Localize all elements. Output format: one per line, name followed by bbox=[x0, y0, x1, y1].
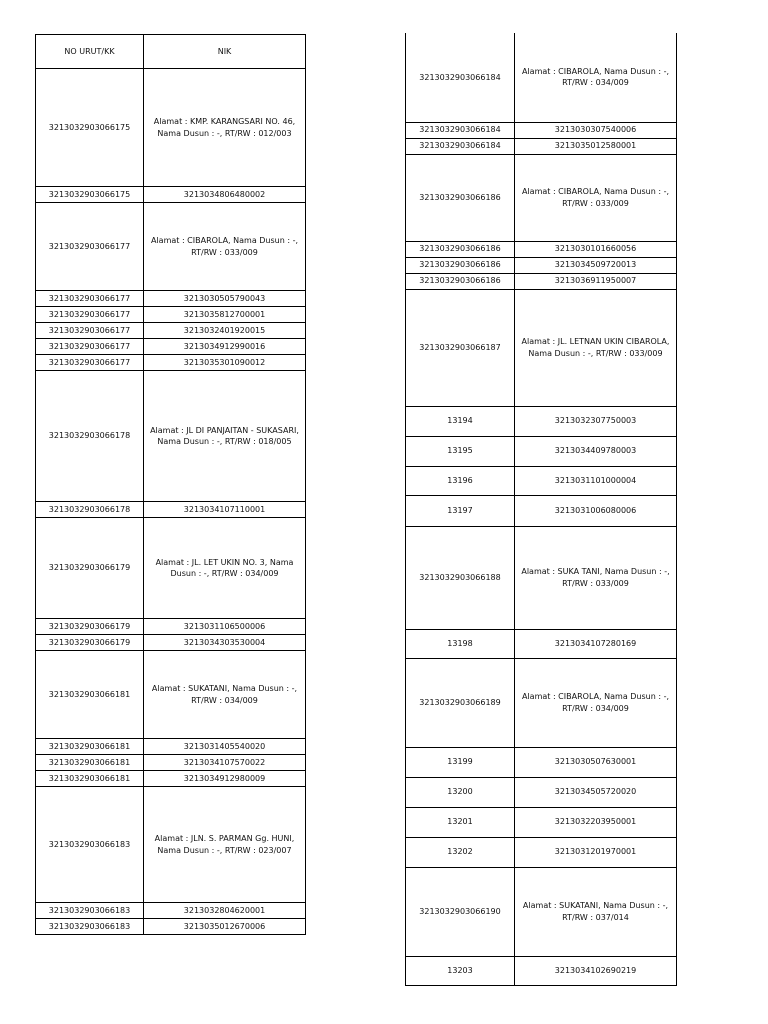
nik-cell: 3213034303530004 bbox=[144, 635, 306, 651]
kk-cell: 13196 bbox=[406, 466, 515, 495]
address-cell: Alamat : CIBAROLA, Nama Dusun : -, RT/RW : 033/009 bbox=[515, 154, 677, 241]
kk-cell: 3213032903066179 bbox=[36, 518, 144, 619]
nik-cell: 3213035812700001 bbox=[144, 307, 306, 323]
kk-cell: 13198 bbox=[406, 629, 515, 658]
nik-cell: 3213036911950007 bbox=[515, 273, 677, 289]
nik-cell: 3213031006080006 bbox=[515, 495, 677, 526]
table-row bbox=[406, 956, 677, 985]
kk-cell: 3213032903066177 bbox=[36, 307, 144, 323]
table-row bbox=[406, 154, 677, 241]
kk-cell: 3213032903066190 bbox=[406, 867, 515, 956]
kk-cell: 3213032903066178 bbox=[36, 371, 144, 502]
kk-cell: 3213032903066187 bbox=[406, 289, 515, 406]
kk-cell: 3213032903066181 bbox=[36, 651, 144, 739]
address-cell: Alamat : CIBAROLA, Nama Dusun : -, RT/RW : 034/009 bbox=[515, 658, 677, 747]
table-row bbox=[406, 289, 677, 406]
table-row bbox=[36, 619, 306, 635]
nik-cell: 3213031106500006 bbox=[144, 619, 306, 635]
kk-cell: 3213032903066181 bbox=[36, 755, 144, 771]
nik-cell: 3213034107570022 bbox=[144, 755, 306, 771]
nik-cell: 3213030307540006 bbox=[515, 122, 677, 138]
table-row bbox=[36, 919, 306, 935]
kk-cell: 13200 bbox=[406, 777, 515, 807]
address-cell: Alamat : JLN. S. PARMAN Gg. HUNI, Nama Dusun : -, RT/RW : 023/007 bbox=[144, 787, 306, 903]
table-row bbox=[36, 291, 306, 307]
kk-cell: 3213032903066179 bbox=[36, 635, 144, 651]
nik-cell: 3213031101000004 bbox=[515, 466, 677, 495]
nik-cell: 3213034912990016 bbox=[144, 339, 306, 355]
nik-cell: 3213032203950001 bbox=[515, 807, 677, 837]
table-row bbox=[406, 837, 677, 867]
table-row bbox=[36, 651, 306, 739]
table-row bbox=[36, 355, 306, 371]
nik-cell: 3213030507630001 bbox=[515, 747, 677, 777]
nik-cell: 3213034505720020 bbox=[515, 777, 677, 807]
table-row bbox=[36, 339, 306, 355]
kk-cell: 3213032903066186 bbox=[406, 257, 515, 273]
table-row bbox=[406, 495, 677, 526]
kk-cell: 3213032903066186 bbox=[406, 154, 515, 241]
kk-cell: 3213032903066177 bbox=[36, 339, 144, 355]
address-cell: Alamat : CIBAROLA, Nama Dusun : -, RT/RW : 033/009 bbox=[144, 203, 306, 291]
table-row bbox=[36, 771, 306, 787]
table-row bbox=[406, 807, 677, 837]
table-row bbox=[406, 526, 677, 629]
header-nik: NIK bbox=[144, 35, 306, 69]
table-row bbox=[36, 203, 306, 291]
table-row bbox=[36, 187, 306, 203]
kk-cell: 3213032903066183 bbox=[36, 903, 144, 919]
kk-cell: 3213032903066188 bbox=[406, 526, 515, 629]
address-cell: Alamat : KMP. KARANGSARI NO. 46, Nama Dusun : -, RT/RW : 012/003 bbox=[144, 69, 306, 187]
kk-cell: 13202 bbox=[406, 837, 515, 867]
kk-cell: 3213032903066189 bbox=[406, 658, 515, 747]
table-row bbox=[406, 629, 677, 658]
kk-cell: 3213032903066184 bbox=[406, 33, 515, 122]
address-cell: Alamat : SUKATANI, Nama Dusun : -, RT/RW : 034/009 bbox=[144, 651, 306, 739]
left-table bbox=[35, 34, 306, 935]
address-cell: Alamat : SUKA TANI, Nama Dusun : -, RT/RW : 033/009 bbox=[515, 526, 677, 629]
nik-cell: 3213032401920015 bbox=[144, 323, 306, 339]
nik-cell: 3213035301090012 bbox=[144, 355, 306, 371]
kk-cell: 13194 bbox=[406, 406, 515, 436]
address-cell: Alamat : JL DI PANJAITAN - SUKASARI, Nama Dusun : -, RT/RW : 018/005 bbox=[144, 371, 306, 502]
nik-cell: 3213034107110001 bbox=[144, 502, 306, 518]
kk-cell: 13203 bbox=[406, 956, 515, 985]
kk-cell: 13195 bbox=[406, 436, 515, 466]
table-row bbox=[406, 138, 677, 154]
nik-cell: 3213034102690219 bbox=[515, 956, 677, 985]
table-row bbox=[36, 371, 306, 502]
address-cell: Alamat : SUKATANI, Nama Dusun : -, RT/RW : 037/014 bbox=[515, 867, 677, 956]
table-row bbox=[406, 747, 677, 777]
address-cell: Alamat : CIBAROLA, Nama Dusun : -, RT/RW : 034/009 bbox=[515, 33, 677, 122]
nik-cell: 3213034107280169 bbox=[515, 629, 677, 658]
kk-cell: 3213032903066184 bbox=[406, 122, 515, 138]
kk-cell: 3213032903066183 bbox=[36, 919, 144, 935]
nik-cell: 3213031405540020 bbox=[144, 739, 306, 755]
nik-cell: 3213030101660056 bbox=[515, 241, 677, 257]
header-row bbox=[36, 35, 306, 69]
kk-cell: 3213032903066177 bbox=[36, 323, 144, 339]
kk-cell: 3213032903066186 bbox=[406, 273, 515, 289]
table-row bbox=[36, 323, 306, 339]
table-row bbox=[36, 502, 306, 518]
table-row bbox=[36, 69, 306, 187]
table-row bbox=[36, 787, 306, 903]
kk-cell: 13197 bbox=[406, 495, 515, 526]
table-row bbox=[406, 257, 677, 273]
kk-cell: 3213032903066177 bbox=[36, 291, 144, 307]
nik-cell: 3213035012670006 bbox=[144, 919, 306, 935]
table-row bbox=[36, 635, 306, 651]
table-row bbox=[406, 777, 677, 807]
nik-cell: 3213034806480002 bbox=[144, 187, 306, 203]
kk-cell: 3213032903066181 bbox=[36, 739, 144, 755]
address-cell: Alamat : JL. LET UKIN NO. 3, Nama Dusun : -, RT/RW : 034/009 bbox=[144, 518, 306, 619]
header-no-urut-kk: NO URUT/KK bbox=[36, 35, 144, 69]
kk-cell: 3213032903066177 bbox=[36, 355, 144, 371]
kk-cell: 3213032903066175 bbox=[36, 187, 144, 203]
kk-cell: 13201 bbox=[406, 807, 515, 837]
table-row bbox=[406, 867, 677, 956]
table-row bbox=[406, 122, 677, 138]
nik-cell: 3213031201970001 bbox=[515, 837, 677, 867]
kk-cell: 3213032903066181 bbox=[36, 771, 144, 787]
kk-cell: 3213032903066178 bbox=[36, 502, 144, 518]
nik-cell: 3213034409780003 bbox=[515, 436, 677, 466]
table-row bbox=[406, 241, 677, 257]
table-row bbox=[36, 739, 306, 755]
kk-cell: 3213032903066177 bbox=[36, 203, 144, 291]
kk-cell: 3213032903066183 bbox=[36, 787, 144, 903]
nik-cell: 3213032307750003 bbox=[515, 406, 677, 436]
table-row bbox=[406, 658, 677, 747]
table-row bbox=[36, 755, 306, 771]
table-row bbox=[36, 307, 306, 323]
kk-cell: 3213032903066184 bbox=[406, 138, 515, 154]
kk-cell: 13199 bbox=[406, 747, 515, 777]
nik-cell: 3213032804620001 bbox=[144, 903, 306, 919]
table-row bbox=[36, 518, 306, 619]
kk-cell: 3213032903066175 bbox=[36, 69, 144, 187]
table-row bbox=[406, 406, 677, 436]
nik-cell: 3213034509720013 bbox=[515, 257, 677, 273]
nik-cell: 3213034912980009 bbox=[144, 771, 306, 787]
nik-cell: 3213030505790043 bbox=[144, 291, 306, 307]
table-row bbox=[406, 33, 677, 122]
table-row bbox=[36, 903, 306, 919]
table-row bbox=[406, 273, 677, 289]
address-cell: Alamat : JL. LETNAN UKIN CIBAROLA, Nama Dusun : -, RT/RW : 033/009 bbox=[515, 289, 677, 406]
table-row bbox=[406, 436, 677, 466]
nik-cell: 3213035012580001 bbox=[515, 138, 677, 154]
kk-cell: 3213032903066186 bbox=[406, 241, 515, 257]
right-table bbox=[405, 33, 677, 986]
kk-cell: 3213032903066179 bbox=[36, 619, 144, 635]
table-row bbox=[406, 466, 677, 495]
